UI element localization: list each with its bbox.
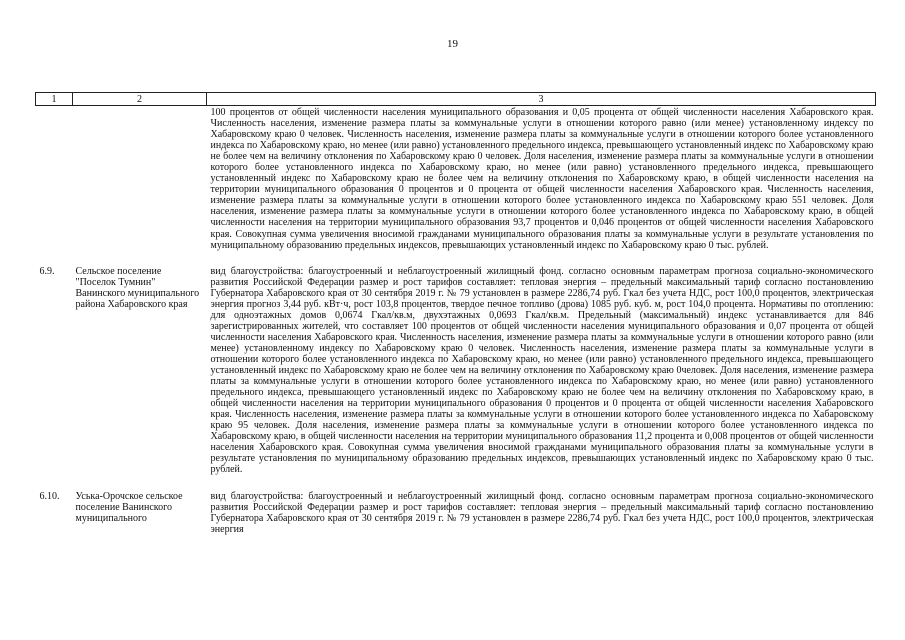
row-spacer: [36, 251, 876, 266]
table-row: [36, 106, 876, 251]
settlement-name: Уська-Орочское сельское поселение Ванинского муниципального: [75, 490, 183, 524]
row-number: [36, 106, 73, 251]
row-description: 100 процентов от общей численности населения муниципального образования и 0,05 процента от общей численности населения Хабаровского края. Численность населения, изменение размера платы за коммунальные услуги в отношении которого равно (или менее) установленному индексу по Хабаровскому краю 0 человек. Численность населения, изменение размера платы за коммунальные услуги в отношении которого более установленного индекса по Хабаровскому краю, но менее (или равно) установленного предельного индекса, превышающего установленный индекс по Хабаровскому краю не более чем на величину отклонения по Хабаровскому краю 0 человек. Доля населения, изменение размера платы за коммунальные услуги в отношении которого более установленного индекса по Хабаровскому краю, но менее (или равно) установленного предельного индекса, превышающего установленный индекс по Хабаровскому краю не более чем на величину отклонения по Хабаровскому краю, в общей численности населения на территории муниципального образования 0 процентов и 0 процента от общей численности населения Хабаровского края. Численность населения, изменение размера платы за коммунальные услуги в отношении которого более установленного индекса по Хабаровскому краю 551 человек. Доля населения, изменение размера платы за коммунальные услуги в отношении которого более установленного индекса по Хабаровскому краю, в общей численности населения на территории муниципального образования 93,7 процентов и 0,046 процентов от общей численности населения Хабаровского края. Совокупная сумма увеличения вносимой гражданами муниципального образования платы за коммунальные услуги в результате установления по муниципальному образованию предельных индексов, превышающих установленный индекс по Хабаровскому краю 0 тыс. рублей.: [210, 107, 874, 251]
row-description: вид благоустройства: благоустроенный и неблагоустроенный жилищный фонд. согласно основным параметрам прогноза социально-экономического развития Российской Федерации размер и рост тарифов составляет: тепловая энергия – предельный максимальный тариф согласно постановлению Губернатора Хабаровского края от 30 сентября 2019 г. № 79 установлен в размере 2286,74 руб. Гкал без учета НДС, рост 100,0 процентов, электрическая энергия: [210, 490, 874, 535]
tariff-table: [35, 92, 876, 535]
settlement-name: [73, 106, 207, 251]
header-col-1: 1: [36, 93, 73, 106]
row-number: 6.10.: [39, 490, 60, 502]
row-spacer: [36, 476, 876, 491]
row-description: вид благоустройства: благоустроенный и неблагоустроенный жилищный фонд. согласно основным параметрам прогноза социально-экономического развития Российской Федерации размер и рост тарифов составляет: тепловая энергия – предельный максимальный тариф согласно постановлению Губернатора Хабаровского края от 30 сентября 2019 г. № 79 установлен в размере 2286,74 руб. Гкал без учета НДС, рост 100,0 процентов, электрическая энергия прогноз 3,44 руб. кВт·ч, рост 103,8 процентов, твердое печное топливо (дрова) 1085 руб. куб. м, рост 104,0 процента. Нормативы по отоплению: для одноэтажных домов 0,0674 Гкал/кв.м, двухэтажных 0,0693 Гкал/кв.м. Предельный (максимальный) индекс устанавливается для 846 зарегистрированных жителей, что составляет 100 процентов от общей численности населения муниципального образования и 0,07 процента от общей численности населения Хабаровского края. Численность населения, изменение размера платы за коммунальные услуги в отношении которого равно (или менее) установленному индексу по Хабаровскому краю 0 человек. Численность населения, изменение размера платы за коммунальные услуги в отношении которого более установленного индекса по Хабаровскому краю, но менее (или равно) установленного предельного индекса, превышающего установленный индекс по Хабаровскому краю не более чем на величину отклонения по Хабаровскому краю 0человек. Доля населения, изменение размера платы за коммунальные услуги в отношении которого более установленного индекса по Хабаровскому краю, но менее (или равно) установленного предельного индекса, превышающего установленный индекс по Хабаровскому краю не более чем на величину отклонения по Хабаровскому краю, в общей численности населения на территории муниципального образования 0 процентов и 0 процента от общей численности населения Хабаровского края. Численность населения, изменение размера платы за коммунальные услуги в отношении которого более установленного индекса по Хабаровскому краю 95 человек. Доля населения, изменение размера платы за коммунальные услуги в отношении которого более установленного индекса по Хабаровскому краю, в общей численности населения на территории муниципального образования 11,2 процента и 0,008 процентов от общей численности населения Хабаровского края. Совокупная сумма увеличения вносимой гражданами муниципального образования платы за коммунальные услуги в результате установления по муниципальному образованию предельных индексов, превышающих установленный индекс по Хабаровскому краю 0 тыс. рублей.: [210, 265, 874, 476]
table-header: [36, 93, 876, 106]
settlement-name: Сельское поселение "Поселок Тумнин" Ванинского муниципального района Хабаровского края: [75, 265, 200, 310]
table-row: [36, 266, 876, 476]
header-col-2: 2: [73, 93, 207, 106]
page-number: 19: [447, 38, 458, 50]
header-col-3: 3: [207, 93, 876, 106]
table-row: [36, 491, 876, 535]
row-number: 6.9.: [39, 265, 55, 277]
